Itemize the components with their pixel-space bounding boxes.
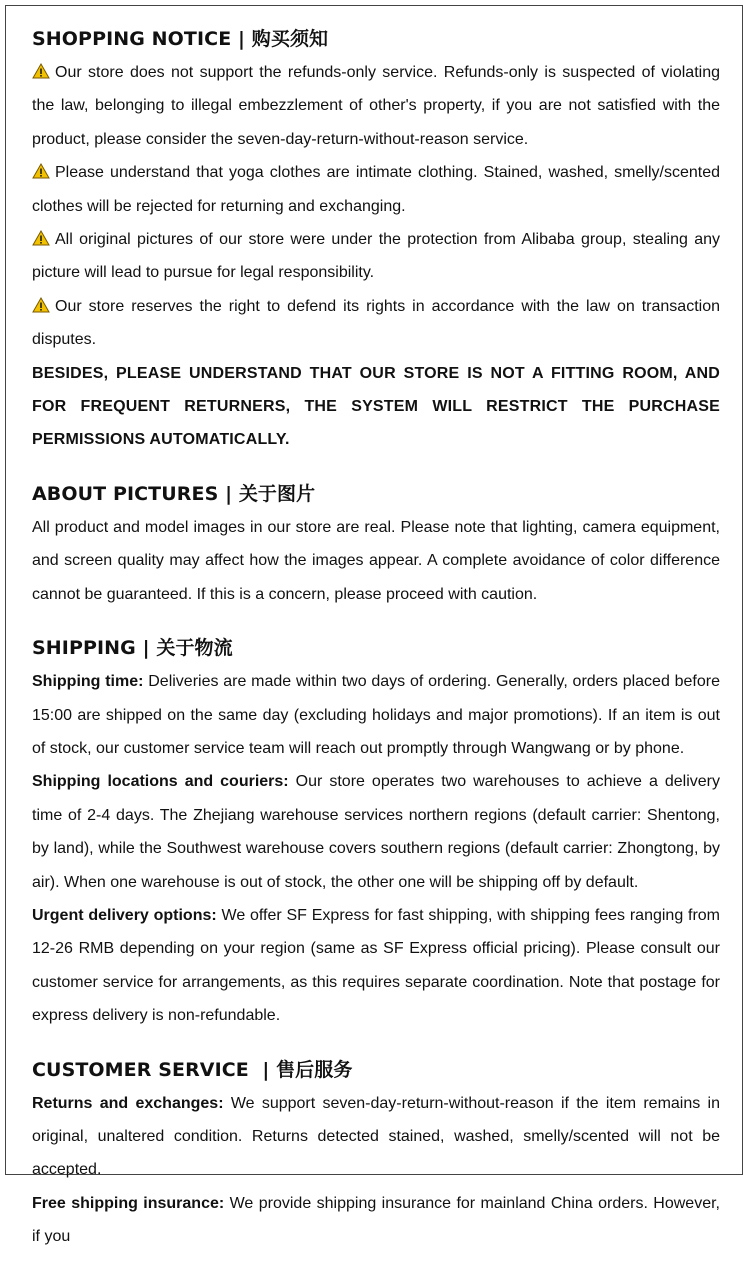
about-pictures-title: ABOUT PICTURES | 关于图片 bbox=[32, 482, 316, 505]
shipping-item bbox=[32, 899, 720, 1033]
shipping-item bbox=[32, 665, 720, 765]
shopping-notice-section bbox=[32, 22, 720, 457]
shipping-item-label: Shipping time: bbox=[32, 673, 144, 691]
warning-triangle-icon bbox=[32, 230, 50, 246]
notice-item: Our store does not support the refunds-only service. Refunds-only is suspected of violating the law, belonging to illegal embezzlement of other's property, if you are not satisfied with the product, please consider the seven-day-return-without-reason service. bbox=[32, 64, 720, 148]
notice-item: Our store reserves the right to defend its rights in accordance with the law on transaction disputes. bbox=[32, 297, 720, 349]
service-item-text: We support seven-day-return-without-reason if the item remains in original, unaltered condition. Returns detected stained, washed, smelly/scented will not be accepted. bbox=[32, 1094, 721, 1179]
service-item bbox=[32, 1087, 720, 1187]
warning-triangle-icon bbox=[32, 163, 50, 179]
service-item-label: Free shipping insurance: bbox=[32, 1194, 225, 1212]
shipping-item-label: Urgent delivery options: bbox=[32, 906, 217, 924]
fitting-room-notice: BESIDES, PLEASE UNDERSTAND THAT OUR STORE IS NOT A FITTING ROOM, AND FOR FREQUENT RETURNERS, THE SYSTEM WILL RESTRICT THE PURCHASE PERMISSIONS AUTOMATICALLY. bbox=[32, 364, 720, 449]
warning-triangle-icon bbox=[32, 297, 50, 313]
shipping-item-text: We offer SF Express for fast shipping, with shipping fees ranging from 12-26 RMB depending on your region (same as SF Express official pricing). Please consult our customer service for arrangements, as this requires separate coordination. Note that postage for express delivery is non-refundable. bbox=[32, 906, 721, 1025]
service-item bbox=[32, 1187, 720, 1254]
shipping-item-label: Shipping locations and couriers: bbox=[32, 773, 289, 791]
about-pictures-text: All product and model images in our store are real. Please note that lighting, camera equipment, and screen quality may affect how the images appear. A complete avoidance of color difference cannot be guaranteed. If this is a concern, please proceed with caution. bbox=[32, 518, 720, 603]
shipping-section bbox=[32, 631, 720, 1032]
notice-document bbox=[32, 22, 720, 1274]
shipping-item-text: Deliveries are made within two days of ordering. Generally, orders placed before 15:00 are shipped on the same day (excluding holidays and major promotions). If an item is out of stock, our customer service team will reach out promptly through Wangwang or by phone. bbox=[32, 673, 720, 757]
service-item-text: We provide shipping insurance for mainland China orders. However, if you bbox=[32, 1194, 720, 1246]
shipping-title: SHIPPING | 关于物流 bbox=[32, 637, 233, 660]
notice-item: All original pictures of our store were under the protection from Alibaba group, stealing any picture will lead to pursue for legal responsibility. bbox=[32, 231, 720, 282]
notice-item: Please understand that yoga clothes are intimate clothing. Stained, washed, smelly/scented clothes will be rejected for returning and exchanging. bbox=[32, 164, 720, 215]
shopping-notice-title: SHOPPING NOTICE | 购买须知 bbox=[32, 28, 329, 50]
customer-service-title: CUSTOMER SERVICE | 售后服务 bbox=[32, 1058, 353, 1081]
shipping-item-text: Our store operates two warehouses to achieve a delivery time of 2-4 days. The Zhejiang warehouse services northern regions (default carrier: Shentong, by land), while the Southwest warehouse covers southern regions (default carrier: Zhongtong, by air). When one warehouse is out of stock, the other one will be shipping off by default. bbox=[32, 773, 720, 891]
service-item-label: Returns and exchanges: bbox=[32, 1094, 224, 1112]
shipping-item bbox=[32, 765, 720, 899]
customer-service-section bbox=[32, 1053, 720, 1254]
about-pictures-section bbox=[32, 477, 720, 611]
warning-triangle-icon bbox=[32, 63, 50, 79]
